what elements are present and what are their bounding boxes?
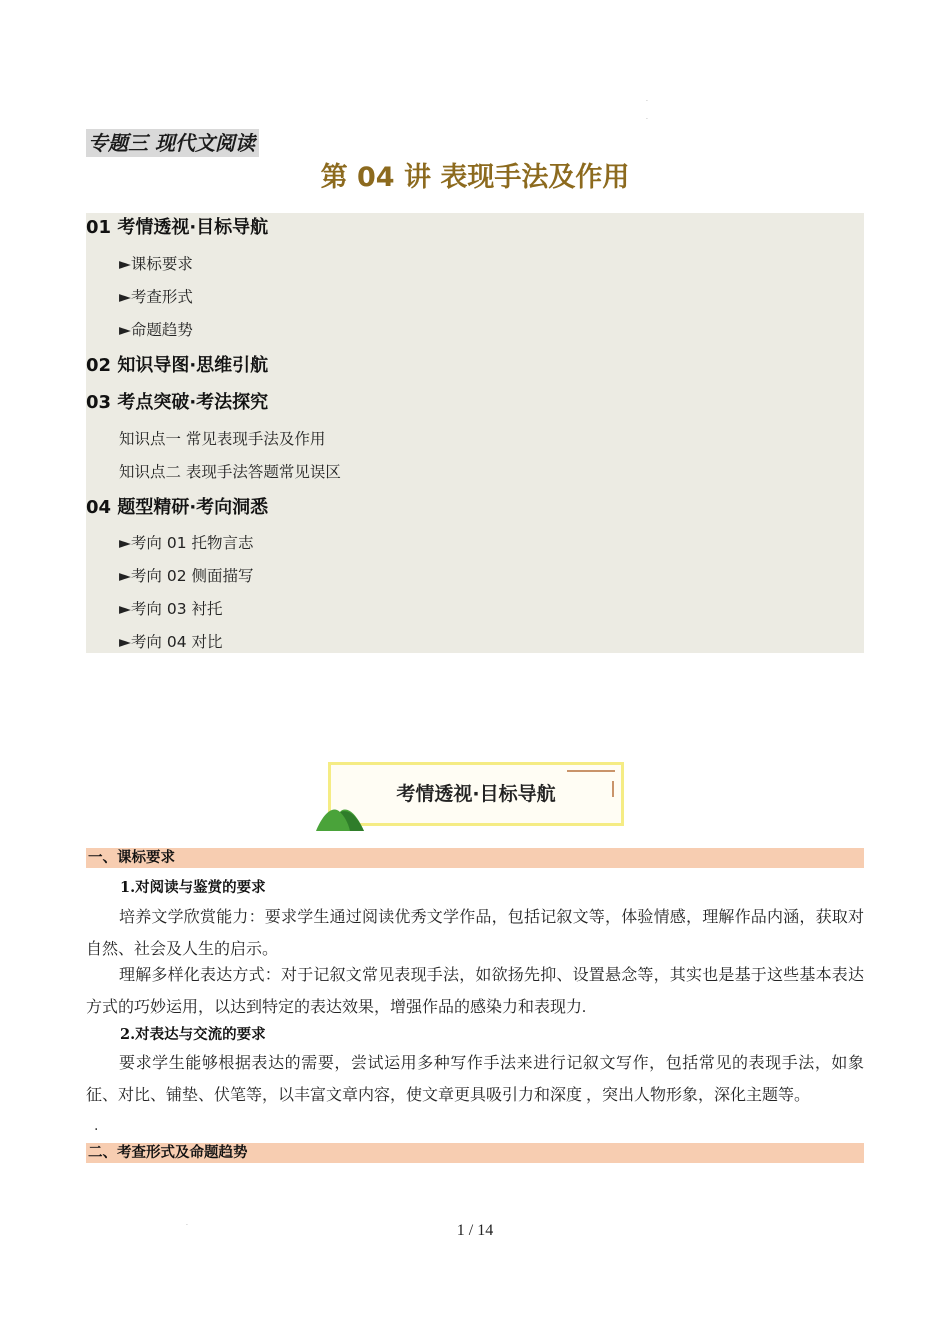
toc-item-trend[interactable]: ►命题趋势 — [119, 321, 193, 339]
page-number: 1 / 14 — [456, 1222, 494, 1239]
toc-item-direction-02[interactable]: ►考向 02 侧面描写 — [119, 567, 254, 585]
toc-item-knowledge-2[interactable]: 知识点二 表现手法答题常见误区 — [119, 463, 341, 481]
decorative-dot: · — [646, 98, 648, 105]
toc-item-curriculum[interactable]: ►课标要求 — [119, 255, 193, 273]
toc-item-direction-01[interactable]: ►考向 01 托物言志 — [119, 534, 254, 552]
paragraph-reading-ability: 培养文学欣赏能力：要求学生通过阅读优秀文学作品，包括记叙文等，体验情感，理解作品内涵，获取对自然、社会及人生的启示。 — [86, 909, 864, 958]
toc-heading-03[interactable]: 03 考点突破·考法探究 — [86, 392, 269, 413]
page-title: 第 04 讲 表现手法及作用 — [320, 162, 630, 193]
toc-heading-01[interactable]: 01 考情透视·目标导航 — [86, 217, 269, 238]
banner-decoration-tick — [612, 781, 614, 797]
decorative-dot: · — [646, 116, 648, 123]
subheading-reading: 1.对阅读与鉴赏的要求 — [120, 879, 266, 896]
toc-heading-04[interactable]: 04 题型精研·考向洞悉 — [86, 497, 269, 518]
subheading-expression: 2.对表达与交流的要求 — [120, 1026, 266, 1043]
banner-label: 考情透视·目标导航 — [396, 783, 556, 805]
toc-item-direction-03[interactable]: ►考向 03 衬托 — [119, 600, 223, 618]
section-title-exam-trend: 二、考查形式及命题趋势 — [86, 1143, 864, 1163]
series-label: 专题三 现代文阅读 — [86, 129, 259, 157]
toc-item-knowledge-1[interactable]: 知识点一 常见表现手法及作用 — [119, 430, 326, 448]
banner-decoration-line — [567, 770, 615, 772]
section-title-curriculum: 一、课标要求 — [86, 848, 864, 868]
toc-item-direction-04[interactable]: ►考向 04 对比 — [119, 633, 223, 651]
stray-dot: . — [94, 1118, 99, 1134]
toc-item-exam-form[interactable]: ►考查形式 — [119, 288, 193, 306]
mountain-icon — [314, 802, 370, 832]
paragraph-writing-requirement: 要求学生能够根据表达的需要，尝试运用多种写作手法来进行记叙文写作，包括常见的表现手法，如象征、对比、铺垫、伏笔等，以丰富文章内容，使文章更具吸引力和深度 ，突出人物形象，深化主题等。 — [86, 1055, 864, 1104]
toc-heading-02[interactable]: 02 知识导图·思维引航 — [86, 355, 269, 376]
decorative-dot: · — [186, 1222, 188, 1229]
paragraph-expression-modes: 理解多样化表达方式：对于记叙文常见表现手法，如欲扬先抑、设置悬念等，其实也是基于这些基本表达方式的巧妙运用，以达到特定的表达效果，增强作品的感染力和表现力. — [86, 967, 864, 1016]
table-of-contents — [86, 213, 864, 653]
